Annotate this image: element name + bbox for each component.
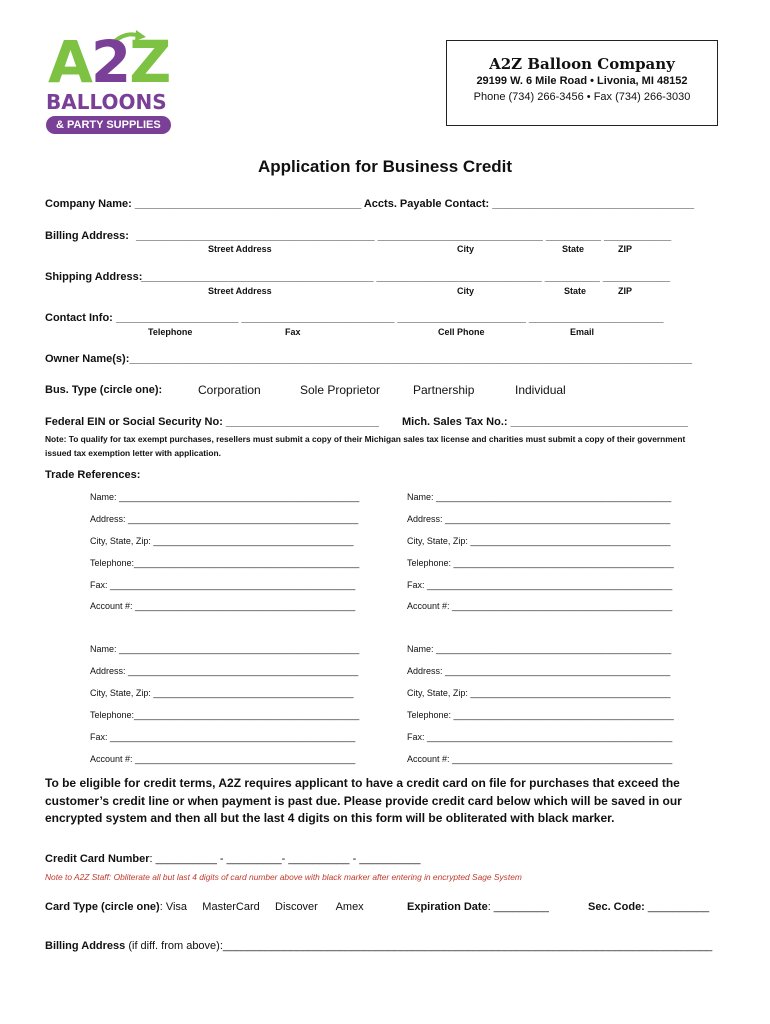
trade2-name-field[interactable]: Name: _______________________________________________ <box>407 492 672 502</box>
billing-address-field[interactable]: _______________________________________ ___________________________ _________ ___________ <box>136 230 672 242</box>
a2z-logo <box>44 28 192 140</box>
owner-names-field[interactable]: Owner Name(s):____________________________________________________________________________________________ <box>45 353 693 365</box>
trade3-fax-field[interactable]: Fax: _________________________________________________ <box>90 732 356 742</box>
trade3-account-field[interactable]: Account #: ____________________________________________ <box>90 754 356 764</box>
card-type-row <box>45 901 364 913</box>
trade4-telephone-field[interactable]: Telephone: ____________________________________________ <box>407 710 674 720</box>
trade2-fax-field[interactable]: Fax: _________________________________________________ <box>407 580 673 590</box>
shipping-street-sublabel: Street Address <box>208 286 272 296</box>
trade1-address-field[interactable]: Address: ______________________________________________ <box>90 514 359 524</box>
trade4-city-field[interactable]: City, State, Zip: ________________________________________ <box>407 688 671 698</box>
trade4-name-field[interactable]: Name: _______________________________________________ <box>407 644 672 654</box>
form-title: Application for Business Credit <box>257 157 513 176</box>
logo-balloons-text: BALLOONS <box>46 90 167 114</box>
trade1-telephone-field[interactable]: Telephone:_____________________________________________ <box>90 558 360 568</box>
company-info-box <box>446 40 718 126</box>
credit-card-number-field[interactable]: : __________ - _________- __________ - __________ <box>149 853 421 865</box>
trade1-account-field[interactable]: Account #: ____________________________________________ <box>90 601 356 611</box>
logo-a2z-text: A2Z <box>48 28 170 96</box>
trade4-account-field[interactable]: Account #: ____________________________________________ <box>407 754 673 764</box>
billing-address-label: Billing Address: <box>45 230 129 242</box>
trade3-address-field[interactable]: Address: ______________________________________________ <box>90 666 359 676</box>
bus-type-partnership[interactable]: Partnership <box>413 383 475 397</box>
contact-cell-sublabel: Cell Phone <box>438 327 485 337</box>
billing-zip-sublabel: ZIP <box>618 244 633 254</box>
expiration-date-field[interactable]: : _________ <box>487 901 549 913</box>
contact-info-label: Contact Info: <box>45 312 113 324</box>
sec-code-field[interactable]: __________ <box>644 901 710 913</box>
contact-email-sublabel: Email <box>570 327 595 337</box>
sec-code-label: Sec. Code: <box>588 901 645 913</box>
company-name-field[interactable]: Company Name: _____________________________________ Accts. Payable Contact: _________________________________ <box>45 198 695 210</box>
eligibility-line1: To be eligible for credit terms, A2Z requires applicant to have a credit card on file for purchases that exceed the <box>45 776 680 790</box>
trade2-city-field[interactable]: City, State, Zip: ________________________________________ <box>407 536 671 546</box>
billing-diff-row <box>45 940 712 952</box>
tax-exempt-note-line2: issued tax exemption letter with application. <box>45 448 221 458</box>
expiration-date-label: Expiration Date <box>407 901 488 913</box>
company-name: A2Z Balloon Company <box>489 55 675 73</box>
billing-city-sublabel: City <box>457 244 475 254</box>
trade1-name-field[interactable]: Name: ________________________________________________ <box>90 492 360 502</box>
logo-tagline: & PARTY SUPPLIES <box>46 116 171 134</box>
credit-card-number-label: Credit Card Number <box>45 853 150 865</box>
bus-type-individual[interactable]: Individual <box>515 383 566 397</box>
trade4-address-field[interactable]: Address: _____________________________________________ <box>407 666 671 676</box>
trade3-name-field[interactable]: Name: ________________________________________________ <box>90 644 360 654</box>
card-type-options[interactable]: : Visa MasterCard Discover Amex <box>159 901 364 913</box>
contact-telephone-sublabel: Telephone <box>148 327 193 337</box>
shipping-zip-sublabel: ZIP <box>618 286 633 296</box>
contact-fax-sublabel: Fax <box>285 327 301 337</box>
trade3-city-field[interactable]: City, State, Zip: ________________________________________ <box>90 688 354 698</box>
billing-street-sublabel: Street Address <box>208 244 272 254</box>
contact-info-field[interactable]: ____________________ _________________________ _____________________ ______________________ <box>116 312 664 324</box>
shipping-address-field[interactable]: ______________________________________ ___________________________ _________ ___________ <box>141 271 671 283</box>
company-address: 29199 W. 6 Mile Road • Livonia, MI 48152 <box>476 75 688 87</box>
shipping-address-label: Shipping Address: <box>45 271 143 283</box>
credit-card-number-row <box>45 853 421 865</box>
company-phone: Phone (734) 266-3456 • Fax (734) 266-3030 <box>473 91 691 103</box>
trade2-address-field[interactable]: Address: _____________________________________________ <box>407 514 671 524</box>
card-type-label: Card Type (circle one) <box>45 901 160 913</box>
expiration-row <box>407 901 549 913</box>
billing-diff-field[interactable]: (if diff. from above):________________________________________________________________________________ <box>125 940 713 952</box>
staff-note: Note to A2Z Staff: Obliterate all but last 4 digits of card number above with black marker after entering in encrypted Sage System <box>45 872 522 882</box>
trade2-telephone-field[interactable]: Telephone: ____________________________________________ <box>407 558 674 568</box>
sec-code-row <box>588 901 709 913</box>
bus-type-sole-proprietor[interactable]: Sole Proprietor <box>300 383 381 397</box>
federal-ein-field[interactable]: Federal EIN or Social Security No: _________________________ <box>45 416 379 428</box>
trade-references-label: Trade References: <box>45 469 141 481</box>
business-type-label: Bus. Type (circle one): <box>45 384 163 396</box>
billing-state-sublabel: State <box>562 244 585 254</box>
trade1-fax-field[interactable]: Fax: _________________________________________________ <box>90 580 356 590</box>
trade1-city-field[interactable]: City, State, Zip: ________________________________________ <box>90 536 354 546</box>
shipping-state-sublabel: State <box>564 286 587 296</box>
trade4-fax-field[interactable]: Fax: _________________________________________________ <box>407 732 673 742</box>
eligibility-line3: encrypted system and then all but the last 4 digits on this form will be obliterated with black marker. <box>45 811 615 825</box>
shipping-city-sublabel: City <box>457 286 475 296</box>
mich-sales-tax-field[interactable]: Mich. Sales Tax No.: _____________________________ <box>402 416 689 428</box>
eligibility-line2: customer’s credit line or when payment is past due. Please provide credit card below which will be saved in our <box>45 794 682 808</box>
trade2-account-field[interactable]: Account #: ____________________________________________ <box>407 601 673 611</box>
trade3-telephone-field[interactable]: Telephone:_____________________________________________ <box>90 710 360 720</box>
bus-type-corporation[interactable]: Corporation <box>198 383 261 397</box>
tax-exempt-note-line1: Note: To qualify for tax exempt purchases, resellers must submit a copy of their Michigan sales tax license and charities must submit a copy of their government <box>45 434 686 444</box>
billing-diff-label: Billing Address <box>45 940 126 952</box>
